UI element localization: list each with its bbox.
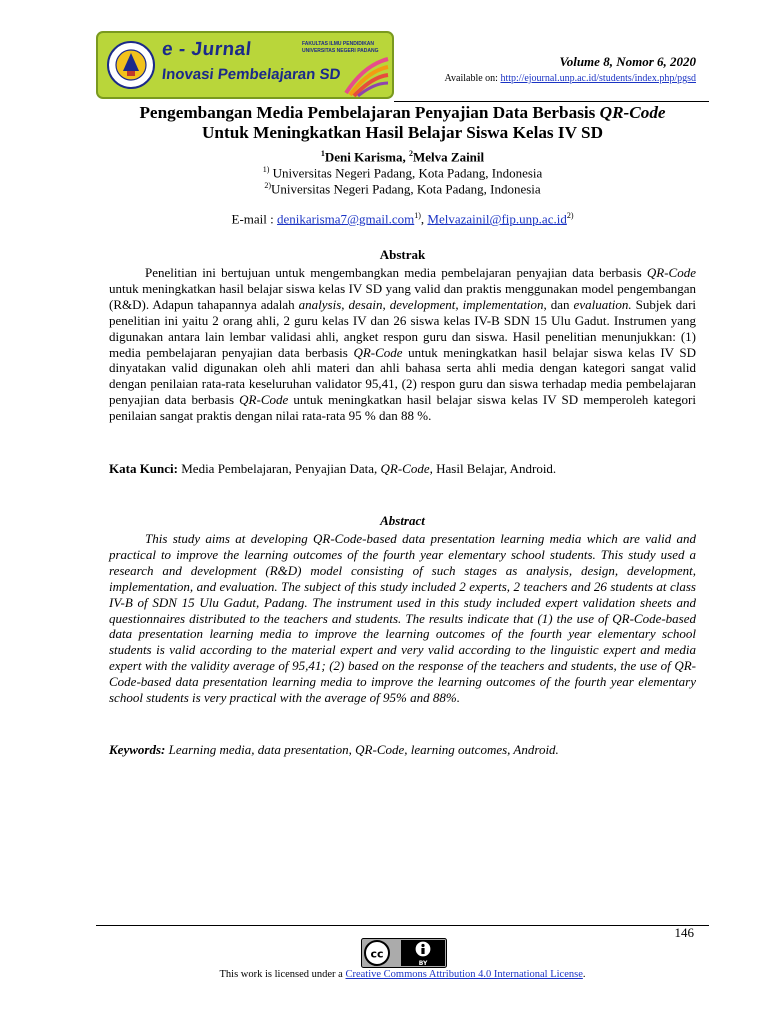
email-1-marker: 1)	[414, 211, 421, 220]
abstrak-text-5: untuk meningkatkan hasil belajar siswa kelas IV SD dinyatakan valid digunakan oleh ahli materi dan ahli bahasa serta ahli media dengan kategori sangat valid dengan penilaian rata-rata keseluruhan validator 95,41, (2) respon guru dan siswa terhadap media pembelajaran penyajian data berbasis	[109, 344, 696, 408]
license-suffix: .	[582, 969, 586, 980]
kata-kunci-text-2: Hasil Belajar, Android.	[432, 461, 557, 476]
abstrak-italic-4: QR-Code	[353, 344, 403, 360]
author2-name: Melva Zainil	[413, 149, 485, 165]
affiliation-2-text: Universitas Negeri Padang, Kota Padang, Indonesia	[270, 181, 541, 197]
creative-commons-by-badge-icon[interactable]	[361, 938, 447, 968]
paper-title-line-1	[96, 103, 709, 123]
author1-marker: 1	[320, 149, 325, 158]
affiliation-2-marker: 2)	[264, 181, 271, 190]
kata-kunci-line	[109, 461, 556, 477]
affiliation-1-marker: 1)	[262, 165, 270, 174]
title-italic-term: QR-Code	[599, 103, 666, 122]
abstrak-italic-2: analysis, desain, development, implementation	[298, 296, 544, 312]
author-list	[96, 149, 709, 165]
email-line	[96, 211, 709, 227]
kata-kunci-italic: QR-Code,	[380, 461, 433, 476]
email-separator: ,	[420, 211, 428, 227]
abstrak-text-6: untuk meningkatkan hasil belajar siswa kelas IV SD memperoleh kategori penilaian sangat praktis dengan nilai rata-rata 95 % dan 88 %.	[109, 392, 696, 424]
affiliation-1-text: Universitas Negeri Padang, Kota Padang, Indonesia	[269, 165, 543, 181]
author1-name: Deni Karisma,	[324, 149, 409, 165]
journal-url-link[interactable]: http://ejournal.unp.ac.id/students/index.php/pgsd	[500, 73, 696, 84]
abstrak-text-2: untuk meningkatkan hasil belajar siswa kelas IV SD yang valid dan praktis menggunakan model pengembangan (R&D). Adapun tahapannya adalah	[109, 280, 696, 312]
logo-faculty-line-1: FAKULTAS ILMU PENDIDIKAN	[302, 41, 375, 47]
abstrak-text-3: , dan	[543, 296, 574, 312]
page-number: 146	[674, 925, 694, 940]
university-seal-emblem-icon	[106, 39, 156, 91]
available-label: Available on:	[444, 73, 498, 84]
header-rule	[394, 101, 709, 102]
paper-title-line-2: Untuk Meningkatkan Hasil Belajar Siswa Kelas IV SD	[202, 123, 603, 142]
abstrak-italic-3: evaluation.	[573, 296, 632, 312]
email-2-link[interactable]: Melvazainil@fip.unp.ac.id	[427, 211, 567, 227]
title-text: Pengembangan Media Pembelajaran Penyajian Data Berbasis	[139, 103, 600, 122]
license-link[interactable]: Creative Commons Attribution 4.0 International License	[345, 969, 583, 980]
available-on-line	[445, 73, 696, 84]
logo-faculty-line-2: UNIVERSITAS NEGERI PADANG	[302, 48, 379, 54]
abstrak-heading: Abstrak	[379, 247, 426, 262]
abstract-heading: Abstract	[380, 513, 425, 528]
email-2-marker: 2)	[566, 211, 574, 220]
svg-text:cc: cc	[370, 947, 384, 961]
keywords-label: Keywords:	[109, 742, 166, 757]
kata-kunci-text-1: Media Pembelajaran, Penyajian Data,	[177, 461, 381, 476]
abstrak-italic-5: QR-Code	[239, 392, 289, 408]
license-prefix: This work is licensed under a	[219, 969, 346, 980]
author2-marker: 2	[409, 149, 413, 158]
logo-subtitle: Inovasi Pembelajaran SD	[161, 66, 342, 83]
abstract-body: This study aims at developing QR-Code-based data presentation learning media which are valid and practical to improve the learning outcomes of the fourth year elementary school students. This study used a research and development (R&D) model consisting of such stages as analysis, design, development, implementation, and evaluation. The subject of this study included 2 experts, 2 teachers and 26 students at class IV-B of SDN 15 Ulu Gadut, Padang. The instrument used in this study included expert validation sheets and questionnaires distributed to the teachers and students. The results indicate that (1) the use of QR-Code-based data presentation learning media to improve the learning outcomes of the fourth year elementary school students is valid according to the material expert and very valid according to the linguistic expert and media expert with the validity average of 95,41; (2) based on the response of the teachers and students, the use of QR-Code-based data presentation learning media to improve the learning outcomes of the fourth year elementary school students is very practical with the average of 95% and 88%.	[109, 531, 696, 706]
abstrak-text-4: Subjek dari penelitian ini yaitu 2 orang ahli, 2 guru kelas IV dan 26 siswa kelas IV-B SDN 15 Ulu Gadut. Instrumen yang digunakan antara lain lembar validasi ahli, angket respon guru dan siswa. Hasil penelitian menunjukkan: (1) media pembelajaran penyajian data berbasis	[109, 296, 697, 360]
email-1-link[interactable]: denikarisma7@gmail.com	[277, 211, 415, 227]
footer-rule	[96, 925, 709, 926]
keywords-line	[109, 742, 559, 758]
email-label: E-mail :	[231, 211, 277, 227]
journal-volume: Volume 8, Nomor 6, 2020	[559, 54, 696, 69]
abstrak-italic-1: QR-Code	[646, 265, 696, 280]
license-line	[96, 969, 709, 980]
keywords-text: Learning media, data presentation, QR-Code, learning outcomes, Android.	[165, 742, 559, 757]
abstrak-body	[109, 265, 696, 424]
abstrak-text-1: Penelitian ini bertujuan untuk mengembangkan media pembelajaran penyajian data berbasis	[145, 265, 647, 280]
kata-kunci-label: Kata Kunci:	[109, 461, 178, 476]
affiliation-2	[96, 181, 709, 197]
journal-logo-banner	[96, 31, 394, 99]
affiliation-1	[96, 165, 709, 181]
logo-title: e - Jurnal	[160, 39, 253, 60]
logo-faculty-text	[302, 41, 379, 55]
cc-by-label: BY	[418, 960, 428, 967]
colored-swoosh-icon	[344, 55, 390, 97]
